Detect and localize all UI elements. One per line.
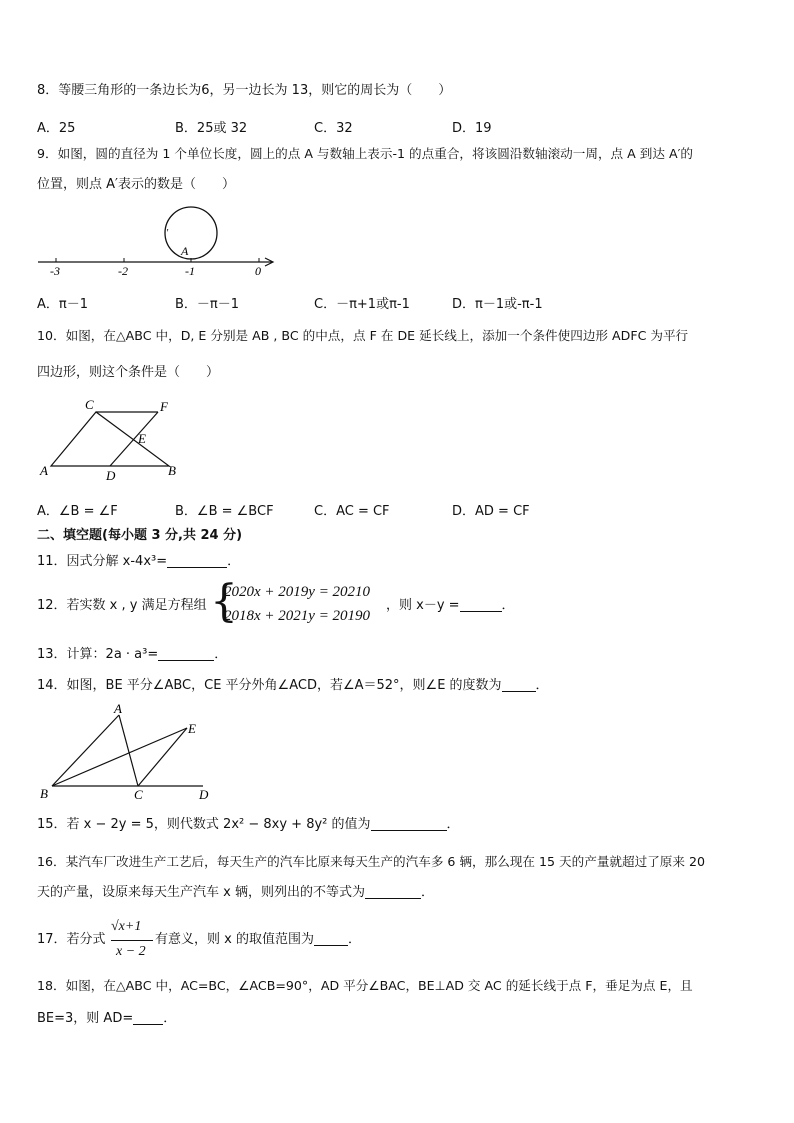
q9-option-a[interactable]: A．π－1 [37,297,88,312]
segment-ab [52,715,119,786]
segment-df [110,412,158,466]
section-heading-fill-in: 二、填空题(每小题 3 分,共 24 分) [37,528,243,543]
q12-brace-icon: { [210,576,238,627]
q14-text: 14．如图，BE 平分∠ABC，CE 平分外角∠ACD，若∠A＝52°，则∠E 的度数为 [37,678,502,693]
tick-label-minus1: -1 [185,264,195,278]
q12-equation-1: 2020x + 2019y = 20210 [224,584,371,600]
q11-text: 11．因式分解 x-4x³= [37,554,168,569]
q9-option-d[interactable]: D．π－1或-π-1 [452,297,543,312]
tick-label-minus2: -2 [118,264,128,278]
q14-line [37,679,549,692]
q12-end: ． [501,598,515,613]
q14-answer-blank[interactable] [502,679,536,692]
q13-line [37,648,227,661]
rolling-circle [165,207,217,259]
q12-equation-2: 2018x + 2021y = 20190 [224,608,371,624]
q13-answer-blank[interactable] [158,648,214,661]
q17-answer-blank[interactable] [314,933,348,946]
q12-mid: ，则 x－y = [386,598,460,613]
q14-end: ． [535,678,549,693]
q12-answer-blank[interactable] [460,599,502,612]
tick-label-minus3: -3 [50,264,60,278]
q13-end: ． [214,647,228,662]
q17-fraction-bar [111,940,153,941]
label-b: B [168,463,176,478]
q18-text: BE=3，则 AD= [37,1011,134,1026]
label-c: C [85,397,94,412]
label-d: D [106,468,116,483]
q18-answer-blank[interactable] [133,1012,163,1025]
q17-end: ． [347,932,361,947]
q17-mid: 有意义，则 x 的取值范围为 [155,932,314,947]
q17-tail [155,933,361,946]
q15-end: ． [446,817,460,832]
q10-option-c[interactable]: C．AC = CF [314,504,390,519]
segment-ce [138,728,187,786]
q9-option-b[interactable]: B．－π－1 [175,297,240,312]
q18-line2 [37,1012,176,1025]
q10-option-d[interactable]: D．AD = CF [452,504,530,519]
q9-option-c[interactable]: C．－π+1或π-1 [314,297,410,312]
q9-stem-line2: 位置，则点 A′表示的数是（ ） [37,177,235,192]
q17-numerator: √x+1 [111,919,142,934]
q16-line1: 16．某汽车厂改进生产工艺后，每天生产的汽车比原来每天生产的汽车多 6 辆，那么现在 15 天的产量就超过了原来 20 [37,854,706,869]
q11-line [37,555,240,568]
segment-be [52,728,187,786]
q18-end: ． [163,1011,177,1026]
label-a: A [114,701,122,716]
q12-text: 12．若实数 x , y 满足方程组 [37,598,207,613]
q8-option-d[interactable]: D．19 [452,121,492,136]
q15-answer-blank[interactable] [371,818,447,831]
q10-triangle-figure [36,395,196,487]
q8-option-c[interactable]: C．32 [314,121,353,136]
circle-mark: ' [166,228,169,239]
q15-line [37,818,460,831]
q13-text: 13．计算：2a · a³= [37,647,159,662]
q16-end: ． [420,885,434,900]
q12-tail [386,599,515,612]
q10-option-a[interactable]: A．∠B = ∠F [37,504,118,519]
label-d: D [199,787,209,802]
q11-end: ． [227,554,241,569]
label-b: B [40,786,48,801]
q14-triangle-figure [36,700,221,805]
q8-stem: 8．等腰三角形的一条边长为6，另一边长为 13，则它的周长为（ ） [37,83,452,98]
q11-answer-blank[interactable] [167,555,227,568]
q16-text: 天的产量，设原来每天生产汽车 x 辆，则列出的不等式为 [37,885,365,900]
q16-line2 [37,886,434,899]
q10-stem-line2: 四边形，则这个条件是（ ） [37,365,220,380]
q10-stem-line1: 10．如图，在△ABC 中，D, E 分别是 AB , BC 的中点，点 F 在 DE 延长线上，添加一个条件使四边形 ADFC 为平行 [37,328,689,343]
q15-text: 15．若 x − 2y = 5，则代数式 2x² − 8xy + 8y² 的值为 [37,817,371,832]
label-e: E [188,721,196,736]
label-e: E [138,431,146,446]
tick-label-zero: 0 [255,264,261,278]
q8-option-b[interactable]: B．25或 32 [175,121,248,136]
q9-stem-line1: 9．如图，圆的直径为 1 个单位长度，圆上的点 A 与数轴上表示-1 的点重合，将该圆沿数轴滚动一周，点 A 到达 A′的 [37,146,694,161]
q17-denominator: x − 2 [116,944,146,959]
point-label-a: A [181,244,189,258]
q16-answer-blank[interactable] [365,886,421,899]
label-f: F [160,399,168,414]
q9-number-line-figure [36,203,281,283]
q18-line1: 18．如图，在△ABC 中，AC=BC，∠ACB=90°，AD 平分∠BAC，BE⊥AD 交 AC 的延长线于点 F，垂足为点 E，且 [37,978,693,993]
q8-option-a[interactable]: A．25 [37,121,76,136]
q10-option-b[interactable]: B．∠B = ∠BCF [175,504,274,519]
q17-text: 17．若分式 [37,932,106,947]
label-c: C [134,787,143,802]
label-a: A [40,463,48,478]
